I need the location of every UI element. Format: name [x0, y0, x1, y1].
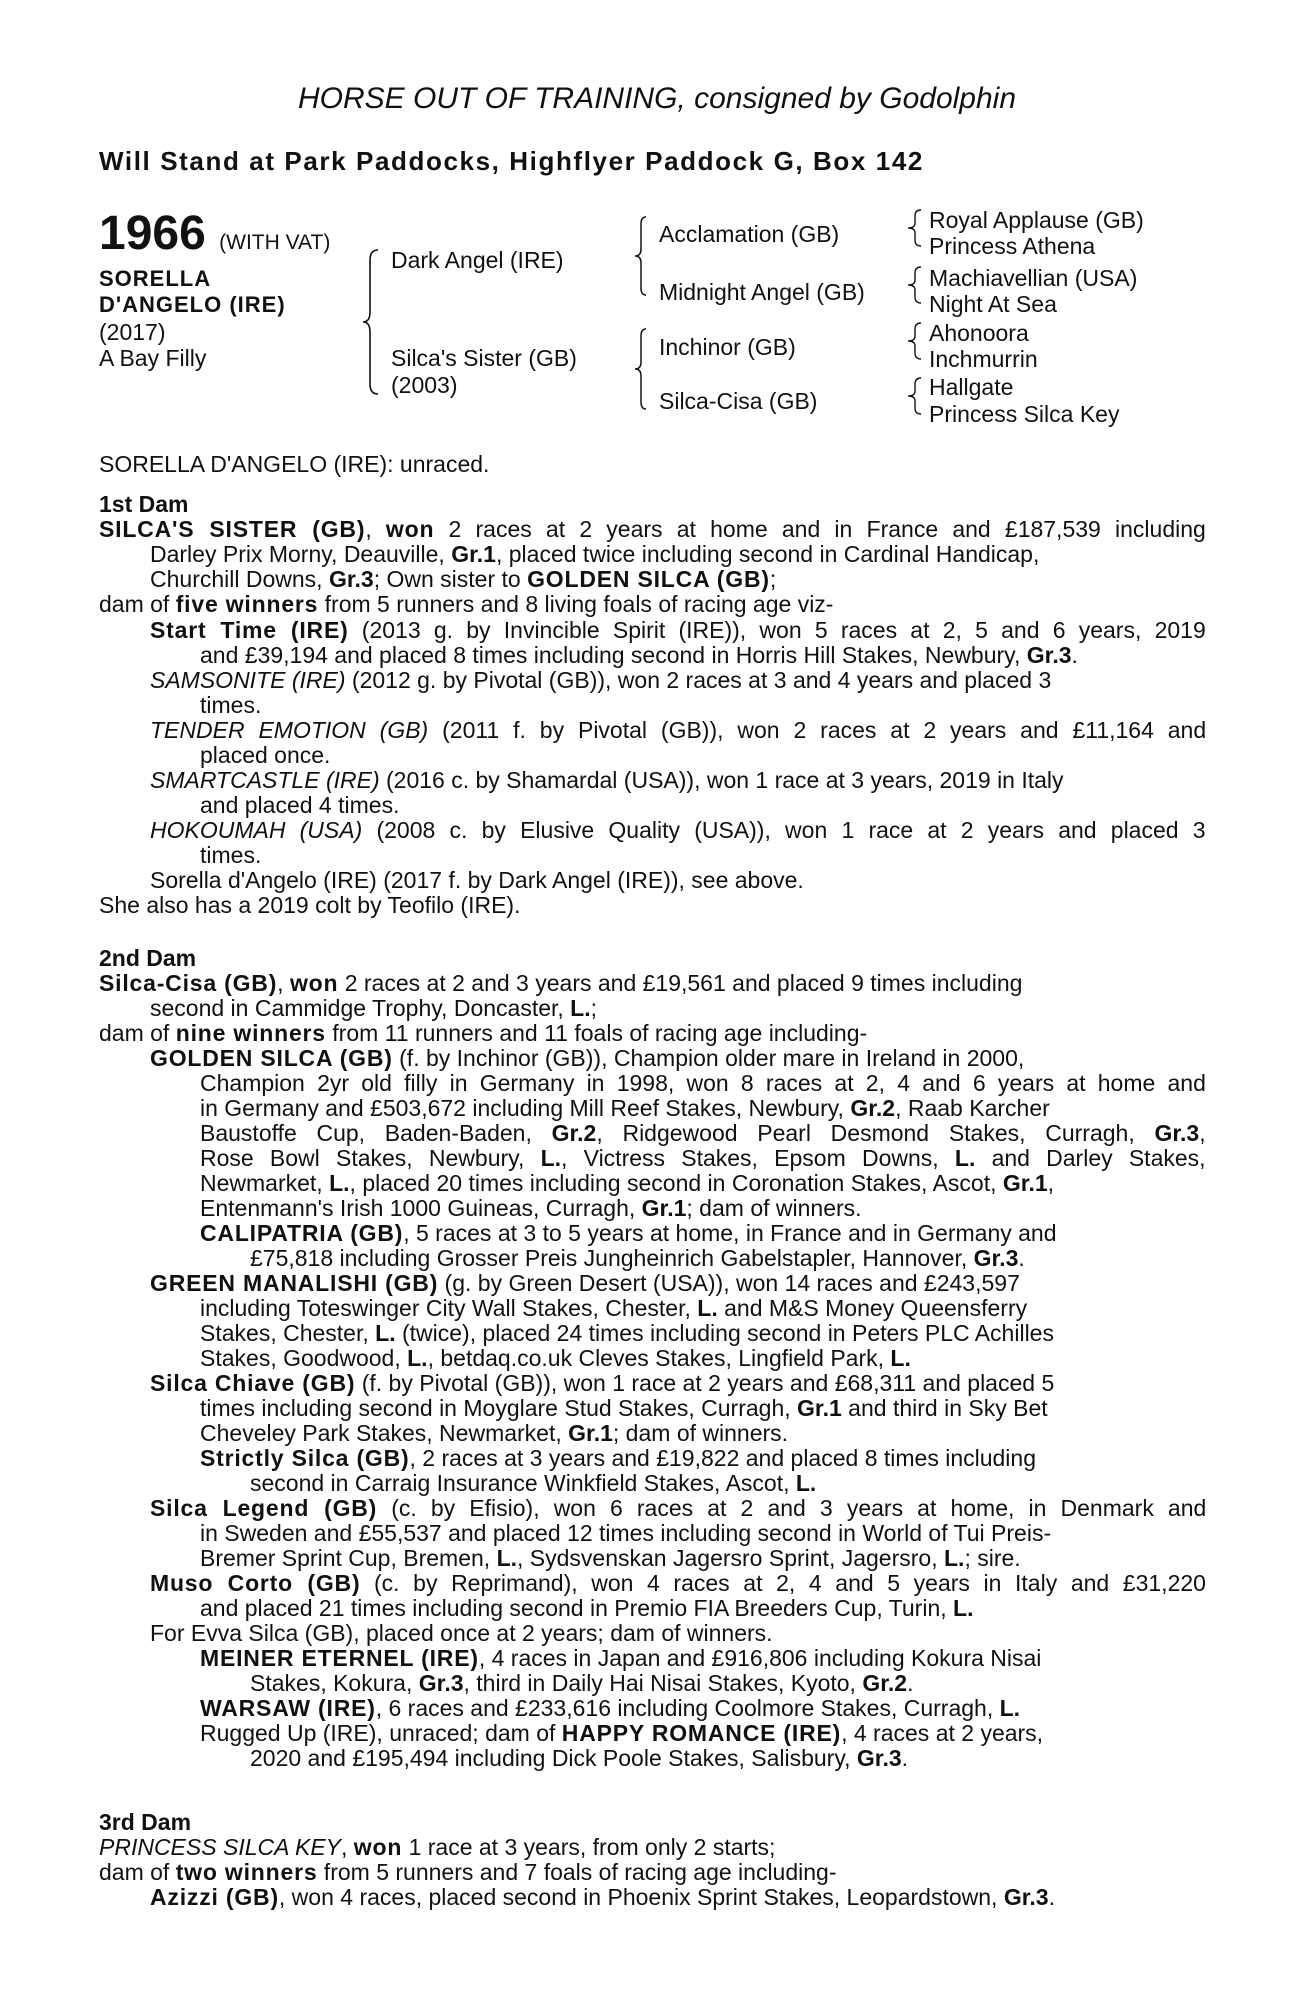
- pedigree-g3-3: Machiavellian (USA): [929, 265, 1138, 291]
- text-line: SMARTCASTLE (IRE) (2016 c. by Shamardal (USA)), won 1 race at 3 years, 2019 in Italy: [150, 767, 1064, 793]
- text-line: Stakes, Chester, L. (twice), placed 24 times including second in Peters PLC Achilles: [200, 1320, 1054, 1346]
- text-line: in Sweden and £55,537 and placed 12 times including second in World of Tui Preis-: [200, 1520, 1052, 1546]
- text-line: TENDER EMOTION (GB) (2011 f. by Pivotal (GB)), won 2 races at 2 years and £11,164 and: [150, 717, 1207, 743]
- text-line: Champion 2yr old filly in Germany in 1998, won 8 races at 2, 4 and 6 years at home and: [200, 1070, 1206, 1096]
- text-line: Silca Chiave (GB) (f. by Pivotal (GB)), won 1 race at 2 years and £68,311 and placed 5: [150, 1370, 1055, 1396]
- text-line: £75,818 including Grosser Preis Jungheinrich Gabelstapler, Hannover, Gr.3.: [250, 1245, 1025, 1271]
- text-line: Baustoffe Cup, Baden-Baden, Gr.2, Ridgewood Pearl Desmond Stakes, Curragh, Gr.3,: [200, 1120, 1206, 1146]
- text-line: Rugged Up (IRE), unraced; dam of HAPPY ROMANCE (IRE), 4 races at 2 years,: [200, 1720, 1044, 1746]
- pedigree-brace-g3-2: [905, 265, 927, 305]
- text-line: GREEN MANALISHI (GB) (g. by Green Desert (USA)), won 14 races and £243,597: [150, 1270, 1020, 1296]
- text-line: Silca Legend (GB) (c. by Efisio), won 6 races at 2 and 3 years at home, in Denmark and: [150, 1495, 1207, 1521]
- pedigree-sire-sire: Acclamation (GB): [659, 221, 840, 247]
- pedigree-brace-dam: [632, 327, 652, 411]
- text-line: SILCA'S SISTER (GB), won 2 races at 2 years at home and in France and £187,539 including: [99, 516, 1206, 542]
- text-line: Silca-Cisa (GB), won 2 races at 2 and 3 years and £19,561 and placed 9 times including: [99, 970, 1023, 996]
- text-line: WARSAW (IRE), 6 races and £233,616 including Coolmore Stakes, Curragh, L.: [200, 1695, 1021, 1721]
- page-header: HORSE OUT OF TRAINING, consigned by Godolphin: [297, 82, 1017, 115]
- text-line: dam of nine winners from 11 runners and 11 foals of racing age including-: [99, 1020, 868, 1046]
- text-line: GOLDEN SILCA (GB) (f. by Inchinor (GB)), Champion older mare in Ireland in 2000,: [150, 1045, 1025, 1071]
- heading-1st-dam: 1st Dam: [99, 491, 189, 517]
- text-line: For Evva Silca (GB), placed once at 2 years; dam of winners.: [150, 1620, 773, 1646]
- text-line: Newmarket, L., placed 20 times including second in Coronation Stakes, Ascot, Gr.1,: [200, 1170, 1055, 1196]
- text-line: Muso Corto (GB) (c. by Reprimand), won 4 races at 2, 4 and 5 years in Italy and £31,220: [150, 1570, 1206, 1596]
- text-line: and £39,194 and placed 8 times including second in Horris Hill Stakes, Newbury, Gr.3.: [200, 642, 1078, 668]
- text-line: Stakes, Kokura, Gr.3, third in Daily Hai Nisai Stakes, Kyoto, Gr.2.: [250, 1670, 914, 1696]
- horse-name-line2: D'ANGELO (IRE): [99, 292, 286, 317]
- text-line: and placed 4 times.: [200, 792, 400, 818]
- pedigree-dam: Silca's Sister (GB): [391, 345, 577, 371]
- pedigree-g3-2: Princess Athena: [929, 233, 1096, 259]
- text-line: Darley Prix Morny, Deauville, Gr.1, placed twice including second in Cardinal Handicap,: [150, 541, 1040, 567]
- horse-description: A Bay Filly: [99, 345, 207, 371]
- pedigree-g3-1: Royal Applause (GB): [929, 207, 1144, 233]
- text-line: Bremer Sprint Cup, Bremen, L., Sydsvenskan Jagersro Sprint, Jagersro, L.; sire.: [200, 1545, 1021, 1571]
- pedigree-brace-main: [360, 248, 384, 396]
- pedigree-dam-sire: Inchinor (GB): [659, 334, 796, 360]
- pedigree-g3-7: Hallgate: [929, 374, 1014, 400]
- lot-number-value: 1966: [99, 207, 206, 260]
- text-line: Strictly Silca (GB), 2 races at 3 years and £19,822 and placed 8 times including: [200, 1445, 1036, 1471]
- foaling-year: (2017): [99, 319, 166, 345]
- text-line: Rose Bowl Stakes, Newbury, L., Victress Stakes, Epsom Downs, L. and Darley Stakes,: [200, 1145, 1206, 1171]
- text-line: Start Time (IRE) (2013 g. by Invincible Spirit (IRE)), won 5 races at 2, 5 and 6 years, 2019: [150, 617, 1206, 643]
- text-line: second in Cammidge Trophy, Doncaster, L.;: [150, 995, 598, 1021]
- text-line: PRINCESS SILCA KEY, won 1 race at 3 years, from only 2 starts;: [99, 1834, 776, 1860]
- text-line: SAMSONITE (IRE) (2012 g. by Pivotal (GB)), won 2 races at 3 and 4 years and placed 3: [150, 667, 1052, 693]
- pedigree-brace-g3-3: [905, 321, 927, 361]
- lot-number: [99, 206, 330, 261]
- pedigree-dam-year: (2003): [391, 372, 458, 398]
- text-line: Churchill Downs, Gr.3; Own sister to GOLDEN SILCA (GB);: [150, 566, 777, 592]
- text-line: Entenmann's Irish 1000 Guineas, Curragh, Gr.1; dam of winners.: [200, 1195, 862, 1221]
- text-line: including Toteswinger City Wall Stakes, Chester, L. and M&S Money Queensferry: [200, 1295, 1028, 1321]
- pedigree-brace-g3-1: [905, 208, 927, 248]
- vat-note: (WITH VAT): [219, 231, 331, 254]
- unraced-note: SORELLA D'ANGELO (IRE): unraced.: [99, 451, 490, 477]
- text-line: dam of two winners from 5 runners and 7 foals of racing age including-: [99, 1859, 837, 1885]
- text-line: placed once.: [200, 742, 331, 768]
- pedigree-brace-sire: [632, 215, 652, 297]
- heading-2nd-dam: 2nd Dam: [99, 945, 197, 971]
- text-line: 2020 and £195,494 including Dick Poole Stakes, Salisbury, Gr.3.: [250, 1745, 909, 1771]
- pedigree-g3-8: Princess Silca Key: [929, 401, 1120, 427]
- text-line: MEINER ETERNEL (IRE), 4 races in Japan and £916,806 including Kokura Nisai: [200, 1645, 1042, 1671]
- text-line: Sorella d'Angelo (IRE) (2017 f. by Dark Angel (IRE)), see above.: [150, 867, 804, 893]
- text-line: second in Carraig Insurance Winkfield Stakes, Ascot, L.: [250, 1470, 817, 1496]
- text-line: HOKOUMAH (USA) (2008 c. by Elusive Quality (USA)), won 1 race at 2 years and placed 3: [150, 817, 1206, 843]
- text-line: She also has a 2019 colt by Teofilo (IRE).: [99, 892, 521, 918]
- pedigree-g3-6: Inchmurrin: [929, 346, 1038, 372]
- pedigree-g3-5: Ahonoora: [929, 320, 1029, 346]
- pedigree-dam-dam: Silca-Cisa (GB): [659, 388, 818, 414]
- text-line: Azizzi (GB), won 4 races, placed second in Phoenix Sprint Stakes, Leopardstown, Gr.3.: [150, 1884, 1055, 1910]
- text-line: dam of five winners from 5 runners and 8 living foals of racing age viz-: [99, 591, 834, 617]
- pedigree-brace-g3-4: [905, 376, 927, 416]
- text-line: times.: [200, 692, 262, 718]
- text-line: CALIPATRIA (GB), 5 races at 3 to 5 years at home, in France and in Germany and: [200, 1220, 1057, 1246]
- text-line: in Germany and £503,672 including Mill Reef Stakes, Newbury, Gr.2, Raab Karcher: [200, 1095, 1050, 1121]
- horse-name-line1: SORELLA: [99, 266, 212, 291]
- heading-3rd-dam: 3rd Dam: [99, 1809, 192, 1835]
- pedigree-sire: Dark Angel (IRE): [391, 247, 564, 273]
- text-line: times including second in Moyglare Stud Stakes, Curragh, Gr.1 and third in Sky Bet: [200, 1395, 1048, 1421]
- stand-location: Will Stand at Park Paddocks, Highflyer Paddock G, Box 142: [99, 146, 924, 176]
- text-line: times.: [200, 842, 262, 868]
- text-line: Cheveley Park Stakes, Newmarket, Gr.1; dam of winners.: [200, 1420, 789, 1446]
- text-line: Stakes, Goodwood, L., betdaq.co.uk Cleves Stakes, Lingfield Park, L.: [200, 1345, 911, 1371]
- pedigree-g3-4: Night At Sea: [929, 291, 1057, 317]
- pedigree-sire-dam: Midnight Angel (GB): [659, 279, 865, 305]
- text-line: and placed 21 times including second in Premio FIA Breeders Cup, Turin, L.: [200, 1595, 974, 1621]
